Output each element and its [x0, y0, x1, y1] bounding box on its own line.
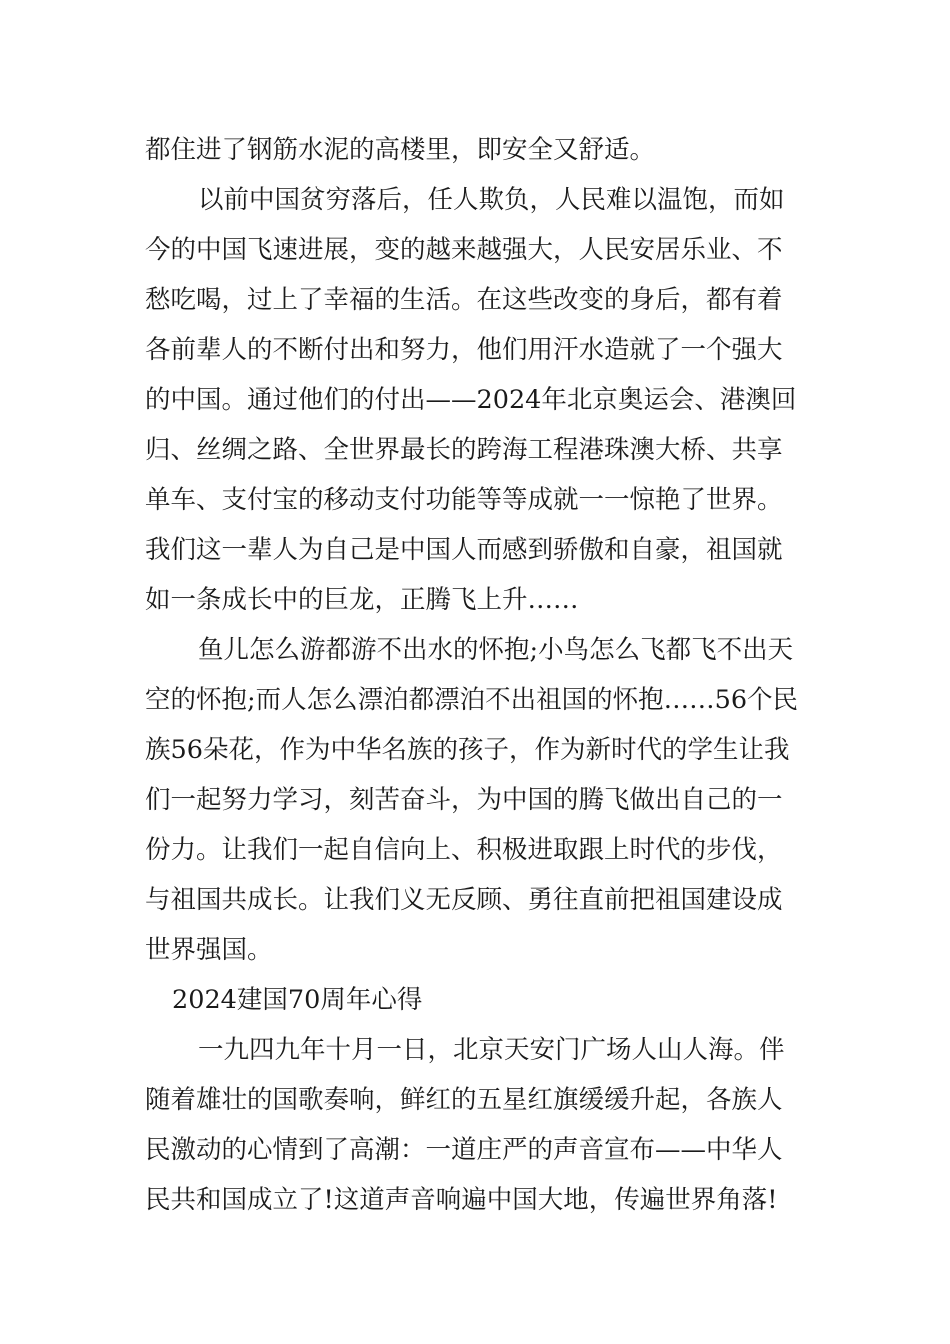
text-line: 民共和国成立了!这道声音响遍中国大地，传遍世界角落!	[145, 1185, 778, 1215]
text-line: 如一条成长中的巨龙，正腾飞上升……	[145, 585, 579, 615]
text-line: 都住进了钢筋水泥的高楼里，即安全又舒适。	[145, 135, 656, 165]
text-line: 们一起努力学习，刻苦奋斗，为中国的腾飞做出自己的一	[145, 785, 783, 815]
text-line: 随着雄壮的国歌奏响，鲜红的五星红旗缓缓升起，各族人	[145, 1085, 783, 1115]
text-line: 民激动的心情到了高潮：一道庄严的声音宣布——中华人	[145, 1135, 783, 1165]
text-line: 今的中国飞速进展，变的越来越强大，人民安居乐业、不	[145, 235, 783, 265]
text-line: 的中国。通过他们的付出——2024年北京奥运会、港澳回	[145, 385, 797, 415]
text-line: 世界强国。	[145, 935, 273, 965]
text-line: 愁吃喝，过上了幸福的生活。在这些改变的身后，都有着	[145, 285, 783, 315]
text-line: 份力。让我们一起自信向上、积极进取跟上时代的步伐，	[145, 835, 783, 865]
text-line: 空的怀抱;而人怎么漂泊都漂泊不出祖国的怀抱……56个民	[145, 685, 799, 715]
text-line: 单车、支付宝的移动支付功能等等成就一一惊艳了世界。	[145, 485, 783, 515]
text-line: 族56朵花，作为中华名族的孩子，作为新时代的学生让我	[145, 735, 790, 765]
section-heading: 2024建国70周年心得	[172, 985, 423, 1015]
text-line: 各前辈人的不断付出和努力，他们用汗水造就了一个强大	[145, 335, 783, 365]
text-line: 以前中国贫穷落后，任人欺负，人民难以温饱，而如	[198, 185, 785, 215]
text-line: 我们这一辈人为自己是中国人而感到骄傲和自豪，祖国就	[145, 535, 783, 565]
text-line: 与祖国共成长。让我们义无反顾、勇往直前把祖国建设成	[145, 885, 783, 915]
text-line: 一九四九年十月一日，北京天安门广场人山人海。伴	[198, 1035, 785, 1065]
text-line: 鱼儿怎么游都游不出水的怀抱;小鸟怎么飞都飞不出天	[198, 635, 794, 665]
text-line: 归、丝绸之路、全世界最长的跨海工程港珠澳大桥、共享	[145, 435, 783, 465]
